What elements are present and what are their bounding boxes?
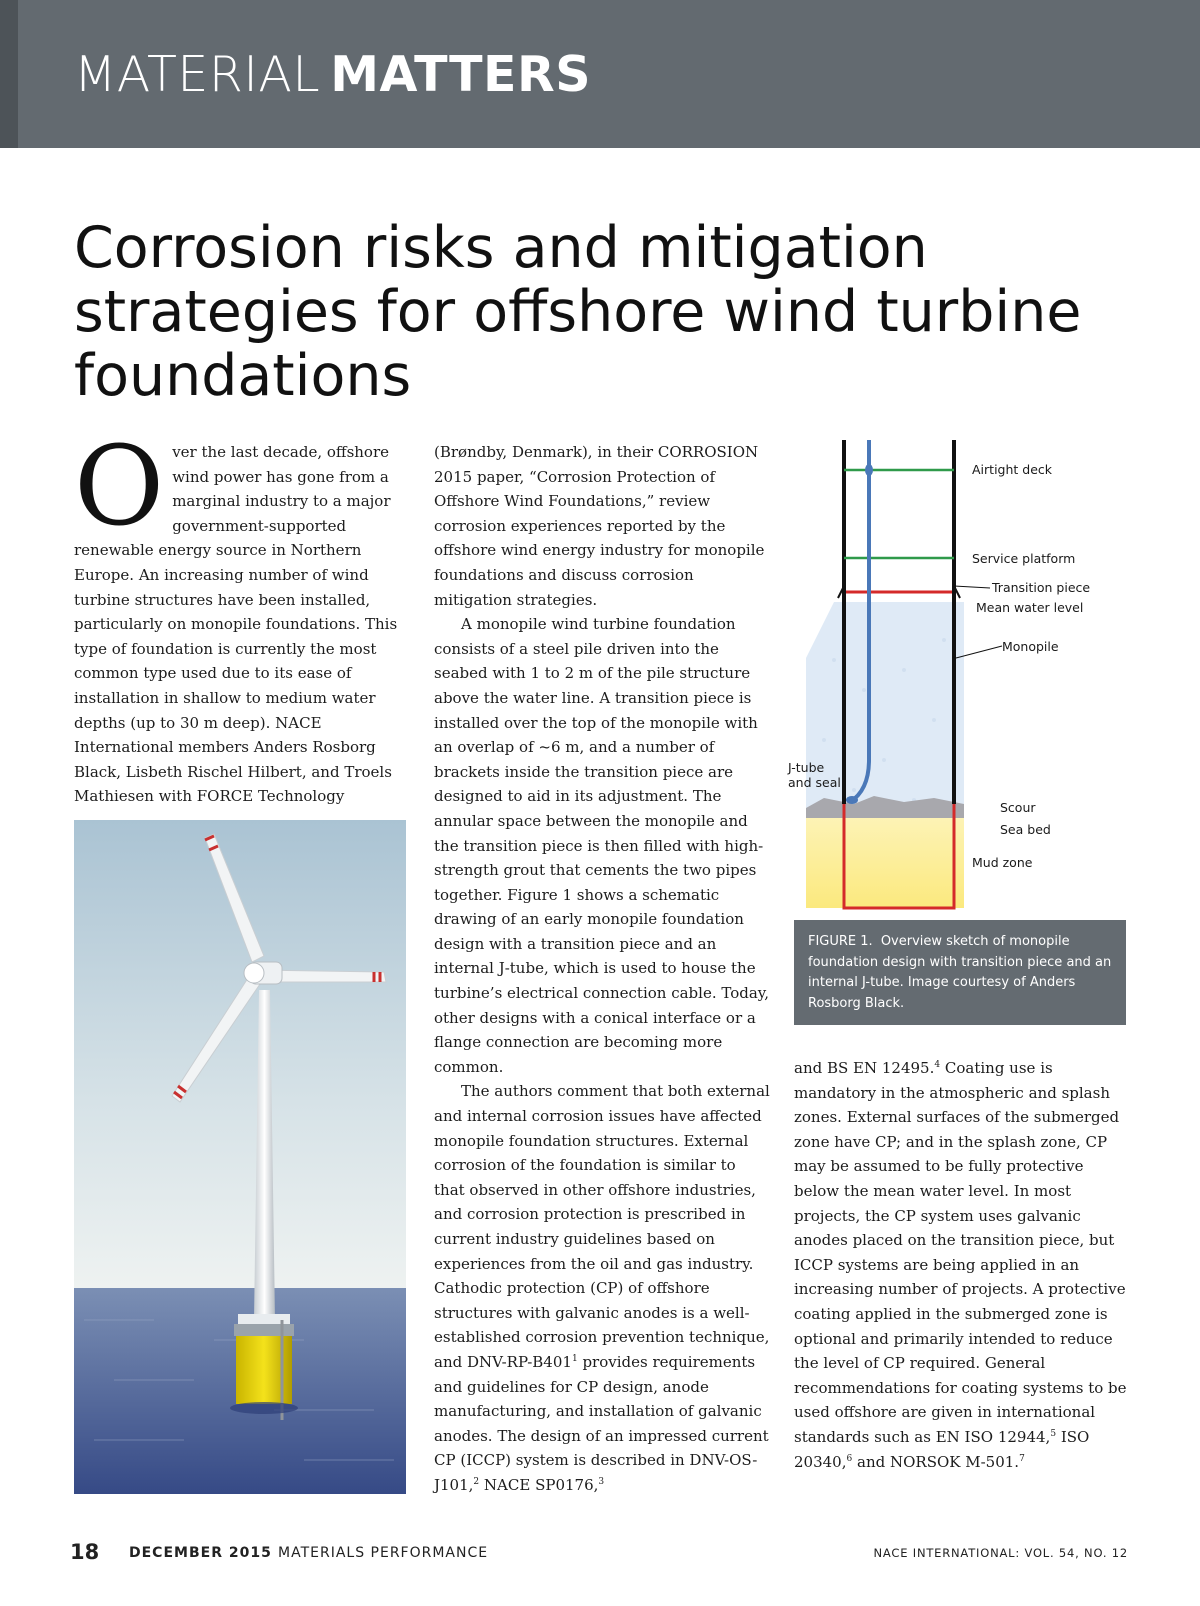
reference-6: 6: [846, 1453, 853, 1464]
figure-1-sketch: [788, 440, 1130, 916]
article-title: Corrosion risks and mitigation strategies for offshore wind turbine foundations: [74, 215, 1082, 409]
label-transition-piece: Transition piece: [992, 580, 1091, 595]
label-scour: Scour: [1000, 800, 1036, 815]
caption-text: Overview sketch of monopile foundation design with transition piece and an internal J-tube. Image courtesy of Anders Rosborg Black.: [808, 934, 1112, 1011]
article-paragraph-3-part-2: and BS EN 12495.$^4$ Coating use is mandatory in the atmospheric and splash zones. External surfaces of the submerged zone have CP; and in the splash zone, CP may be assumed to be fully protective below the mean water level. In most projects, the CP system uses galvanic anodes placed on the transition piece, but ICCP systems are being applied in an increasing number of projects. A protective coating applied in the submerged zone is optional and primarily intended to reduce the level of CP required. General recommendations for coating systems to be used offshore are given in international standards such as EN ISO 12944,$^5$ ISO 20340,$^6$ and NORSOK M-501.$^7$: [794, 1059, 1127, 1471]
reference-4: 4: [934, 1060, 941, 1070]
reference-7: 7: [1019, 1453, 1025, 1464]
label-jtube: J-tube: [788, 760, 825, 775]
reference-5: 5: [1050, 1428, 1057, 1439]
section-label: [74, 46, 592, 103]
page-number: 18: [70, 1540, 100, 1564]
article-paragraph-3-part-1: The authors comment that both external and internal corrosion issues have affected monopile foundation structures. External corrosion of the foundation is similar to that observed in other offshore industries, and corrosion protection is prescribed in current industry guidelines based on experiences from the oil and gas industry. Cathodic protection (CP) of offshore structures with galvanic anodes is a well-established corrosion prevention technique, and DNV-$RP-B401^1$ provides requirements and guidelines for CP design, anode manufacturing, and installation of galvanic anodes. The design of an impressed current CP (ICCP) system is described in DNV-OS-J101,$^2$ NACE SP0176,$^3$: [434, 1082, 770, 1494]
article-paragraph-1-part-2: (Brøndby, Denmark), in their CORROSION 2015 paper, “Corrosion Protection of Offshore Wind Foundations,” review corrosion experiences reported by the offshore wind energy industry for monopile foundations and discuss corrosion mitigation strategies.: [434, 443, 765, 609]
section-label-light: MATERIAL: [74, 46, 321, 103]
label-service-platform: Service platform: [972, 551, 1076, 566]
article-column-3: [794, 1056, 1130, 1474]
reference-1: 1: [571, 1353, 578, 1364]
label-airtight-deck: Airtight deck: [972, 462, 1053, 477]
issue-date: DECEMBER 2015: [129, 1545, 272, 1561]
figure-1-caption: [794, 920, 1126, 1025]
label-monopile: Monopile: [1002, 639, 1059, 654]
header-accent: [0, 0, 18, 148]
article-paragraph-1-part-1: ver the last decade, offshore wind power has gone from a marginal industry to a major government-supported renewable energy source in Northern Europe. An increasing number of wind turbine structures have been installed, particularly on monopile foundations. This type of foundation is currently the most common type used due to its ease of installation in shallow to medium water depths (up to 30 m deep). NACE International members Anders Rosborg Black, Lisbeth Rischel Hilbert, and Troels Mathiesen with FORCE Technology: [74, 443, 398, 806]
drop-cap: O: [74, 422, 165, 550]
article-paragraph-2: A monopile wind turbine foundation consists of a steel pile driven into the seabed with 1 to 2 m of the pile structure above the water line. A transition piece is installed over the top of the monopile with an overlap of ~6 m, and a number of brackets inside the transition piece are designed to aid in its adjustment. The annular space between the monopile and the transition piece is then filled with high-strength grout that cements the two pipes together. Figure 1 shows a schematic drawing of an early monopile foundation design with a transition piece and an internal J-tube, which is used to house the turbine’s electrical connection cable. Today, other designs with a conical interface or a flange connection are becoming more common.: [434, 615, 770, 1076]
section-label-bold: MATTERS: [330, 46, 592, 103]
reference-2: 2: [473, 1476, 480, 1487]
wind-turbine-photo: [74, 820, 406, 1494]
label-sea-bed: Sea bed: [1000, 822, 1051, 837]
article-column-1: [74, 422, 406, 809]
label-mean-water-level: Mean water level: [976, 600, 1084, 615]
article-paragraph-1: [74, 422, 406, 809]
reference-3: 3: [598, 1476, 605, 1487]
publisher-volume: NACE INTERNATIONAL: VOL. 54, NO. 12: [873, 1546, 1128, 1560]
caption-label: FIGURE 1.: [808, 934, 873, 949]
monopile-diagram: [788, 440, 1130, 916]
wind-turbine-illustration: [74, 820, 406, 1494]
page-footer: [0, 1540, 1200, 1570]
label-jtube-seal: and seal: [788, 775, 841, 790]
magazine-name: MATERIALS PERFORMANCE: [278, 1545, 489, 1561]
label-mud-zone: Mud zone: [972, 855, 1033, 870]
article-column-2: [434, 440, 770, 1498]
